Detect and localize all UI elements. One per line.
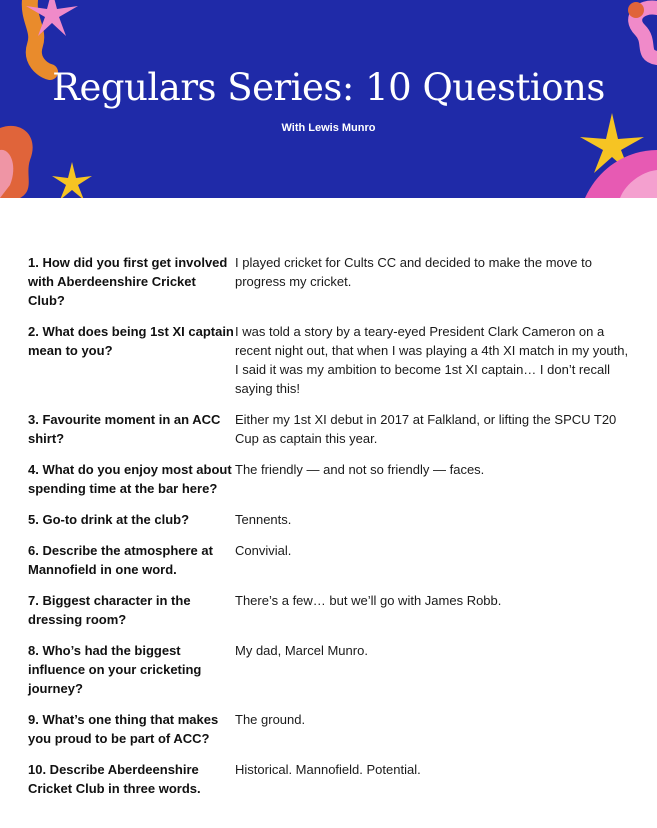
answer-text: Convivial. (235, 543, 292, 558)
qa-row (28, 322, 633, 398)
qa-row (28, 510, 633, 529)
answer-text: Either my 1st XI debut in 2017 at Falkland, or lifting the SPCU T20 Cup as captain this year. (235, 412, 617, 446)
qa-row (28, 410, 633, 448)
answer-text: My dad, Marcel Munro. (235, 643, 368, 658)
question-text: 8. Who’s had the biggest influence on your cricketing journey? (28, 643, 202, 696)
question-text: 4. What do you enjoy most about spending time at the bar here? (28, 462, 232, 496)
qa-list (28, 253, 633, 810)
answer-text: The ground. (235, 712, 306, 727)
header-banner (0, 0, 657, 198)
orange-dot-shape (628, 2, 644, 18)
question-text: 9. What’s one thing that makes you proud to be part of ACC? (28, 712, 219, 746)
qa-row (28, 641, 633, 698)
yellow-star-left-shape (52, 162, 92, 198)
question-text: 7. Biggest character in the dressing room? (28, 593, 191, 627)
answer-text: Tennents. (235, 512, 292, 527)
question-text: 10. Describe Aberdeenshire Cricket Club in three words. (28, 762, 201, 796)
answer-text: The friendly — and not so friendly — faces. (235, 462, 485, 477)
page-subtitle: With Lewis Munro (281, 122, 376, 134)
answer-text: I was told a story by a teary-eyed President Clark Cameron on a recent night out, that when I was playing a 4th XI match in my youth, I said it was my ambition to become 1st XI captain… I don’t recall saying this! (235, 324, 629, 396)
qa-row (28, 710, 633, 748)
page-title: Regulars Series: 10 Questions (52, 66, 605, 109)
qa-row (28, 541, 633, 579)
qa-row (28, 460, 633, 498)
question-text: 6. Describe the atmosphere at Mannofield in one word. (28, 543, 213, 577)
qa-row (28, 591, 633, 629)
question-text: 2. What does being 1st XI captain mean to you? (28, 324, 234, 358)
question-text: 5. Go-to drink at the club? (28, 512, 190, 527)
answer-text: I played cricket for Cults CC and decided to make the move to progress my cricket. (235, 255, 592, 289)
question-text: 1. How did you first get involved with Aberdeenshire Cricket Club? (28, 255, 228, 308)
qa-row (28, 760, 633, 798)
qa-row (28, 253, 633, 310)
question-text: 3. Favourite moment in an ACC shirt? (28, 412, 221, 446)
answer-text: There’s a few… but we’ll go with James Robb. (235, 593, 502, 608)
answer-text: Historical. Mannofield. Potential. (235, 762, 421, 777)
